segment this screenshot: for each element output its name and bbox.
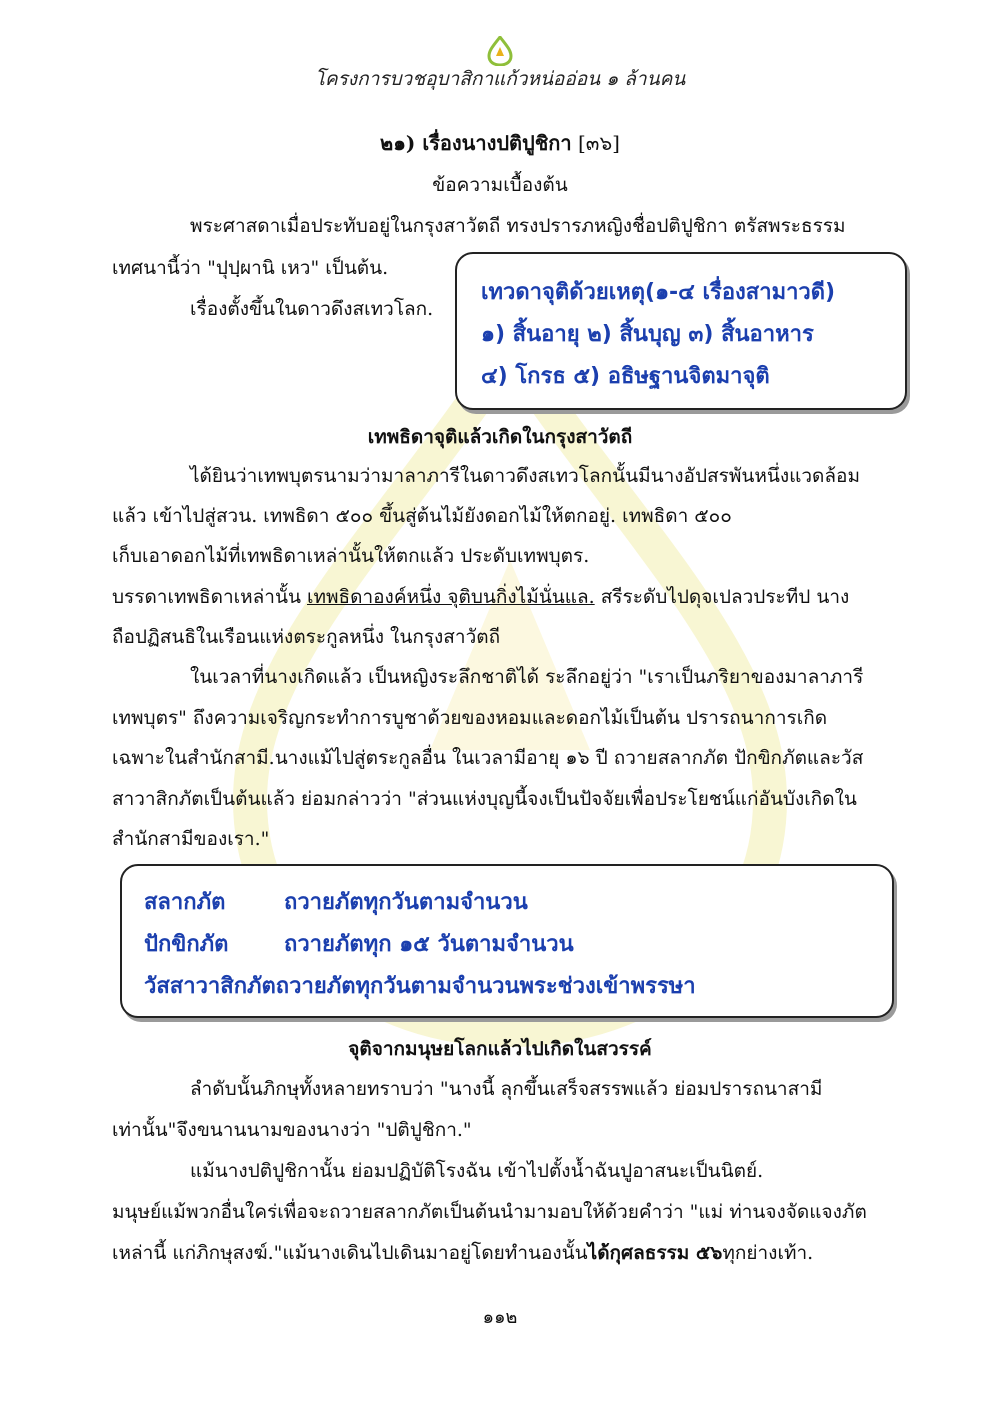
para-line: เทพบุตร" ถึงความเจริญกระทำการบูชาด้วยของหอมและดอกไม้เป็นต้น ปรารถนาการเกิด (112, 707, 828, 729)
section-heading-1: เทพธิดาจุติแล้วเกิดในกรุงสาวัตถี (367, 426, 633, 448)
glossary-line: วัสสาวาสิกภัตถวายภัตทุกวันตามจำนวนพระช่วงเข้าพรรษา (144, 974, 696, 999)
para-line: ลำดับนั้นภิกษุทั้งหลายทราบว่า "นางนี้ ลุกขึ้นเสร็จสรรพแล้ว ย่อมปรารถนาสามี (190, 1078, 823, 1100)
para-line: สำนักสามีของเรา." (112, 828, 270, 850)
glossary-term: ปักขิกภัต (144, 932, 229, 957)
underlined-phrase: เทพธิดาองค์หนึ่ง จุติบนกิ่งไม้นั่นแล. (306, 586, 595, 608)
para-text: เหล่านี้ แก่ภิกษุสงฆ์."แม้นางเดินไปเดินมาอยู่โดยทำนองนั้น (112, 1242, 588, 1264)
intro-line-1: พระศาสดาเมื่อประทับอยู่ในกรุงสาวัตถี ทรงปรารภหญิงชื่อปติปูชิกา ตรัสพระธรรม (190, 215, 846, 237)
intro-line-2: เทศนานี้ว่า "ปุปฺผานิ เหว" เป็นต้น. (112, 257, 389, 279)
glossary-box (120, 864, 894, 1018)
story-title-text: ๒๑) เรื่องนางปติปูชิกา (380, 131, 572, 155)
para-line (112, 584, 849, 610)
story-ref: [๓๖] (578, 131, 620, 155)
causes-box-line-1: เทวดาจุติด้วยเหตุ(๑-๔ เรื่องสามาวดี) (481, 280, 836, 305)
para-line: แม้นางปติปูชิกานั้น ย่อมปฏิบัติโรงฉัน เข้าไปตั้งน้ำฉันปูอาสนะเป็นนิตย์. (190, 1160, 764, 1182)
section-heading-2: จุติจากมนุษยโลกแล้วไปเกิดในสวรรค์ (348, 1038, 652, 1060)
para-line: ถือปฏิสนธิในเรือนแห่งตระกูลหนึ่ง ในกรุงสาวัตถี (112, 626, 501, 648)
para-text: บรรดาเทพธิดาเหล่านั้น (112, 586, 307, 608)
para-text: สรีระดับไปดุจเปลวประทีป นาง (594, 586, 850, 608)
para-line: มนุษย์แม้พวกอื่นใคร่เพื่อจะถวายสลากภัตเป็นต้นนำมามอบให้ด้วยคำว่า "แม่ ท่านจงจัดแจงภัต (112, 1201, 867, 1223)
para-line: ได้ยินว่าเทพบุตรนามว่ามาลาภารีในดาวดึงสเทวโลกนั้นมีนางอัปสรพันหนึ่งแวดล้อม (190, 465, 860, 487)
causes-box-line-3: ๔) โกรธ ๕) อธิษฐานจิตมาจุติ (481, 364, 770, 389)
story-subtitle: ข้อความเบื้องต้น (432, 174, 568, 196)
causes-box (455, 252, 907, 410)
header-title: โครงการบวชอุบาสิกาแก้วหน่ออ่อน ๑ ล้านคน (314, 68, 686, 90)
glossary-definition: ถวายภัตทุกวันตามจำนวน (284, 890, 528, 915)
page-number: ๑๑๒ (482, 1307, 518, 1328)
para-text: ทุกย่างเท้า. (722, 1242, 814, 1264)
para-line: ในเวลาที่นางเกิดแล้ว เป็นหญิงระลึกชาติได้ ระลึกอยู่ว่า "เราเป็นภริยาของมาลาภารี (190, 666, 864, 688)
story-title (0, 130, 1000, 156)
lotus-leaf-logo-icon (486, 36, 514, 66)
bold-phrase: ได้กุศลธรรม ๕๖ (587, 1242, 723, 1264)
glossary-term: สลากภัต (144, 890, 226, 915)
intro-line-3: เรื่องตั้งขึ้นในดาวดึงสเทวโลก. (190, 298, 434, 320)
para-line: สาวาสิกภัตเป็นต้นแล้ว ย่อมกล่าวว่า "ส่วนแห่งบุญนี้จงเป็นปัจจัยเพื่อประโยชน์แก่อันบังเกิดใน (112, 788, 857, 810)
para-line: เฉพาะในสำนักสามี.นางแม้ไปสู่ตระกูลอื่น ในเวลามีอายุ ๑๖ ปี ถวายสลากภัต ปักขิกภัตและวัส (112, 747, 864, 769)
para-line (112, 1240, 813, 1266)
glossary-definition: ถวายภัตทุก ๑๕ วันตามจำนวน (284, 932, 574, 957)
para-line: เก็บเอาดอกไม้ที่เทพธิดาเหล่านั้นให้ตกแล้ว ประดับเทพบุตร. (112, 545, 590, 567)
causes-box-line-2: ๑) สิ้นอายุ ๒) สิ้นบุญ ๓) สิ้นอาหาร (481, 322, 814, 347)
para-line: แล้ว เข้าไปสู่สวน. เทพธิดา ๕๐๐ ขึ้นสู่ต้นไม้ยังดอกไม้ให้ตกอยู่. เทพธิดา ๕๐๐ (112, 505, 732, 527)
para-line: เท่านั้น"จึงขนานนามของนางว่า "ปติปูชิกา." (112, 1119, 472, 1141)
